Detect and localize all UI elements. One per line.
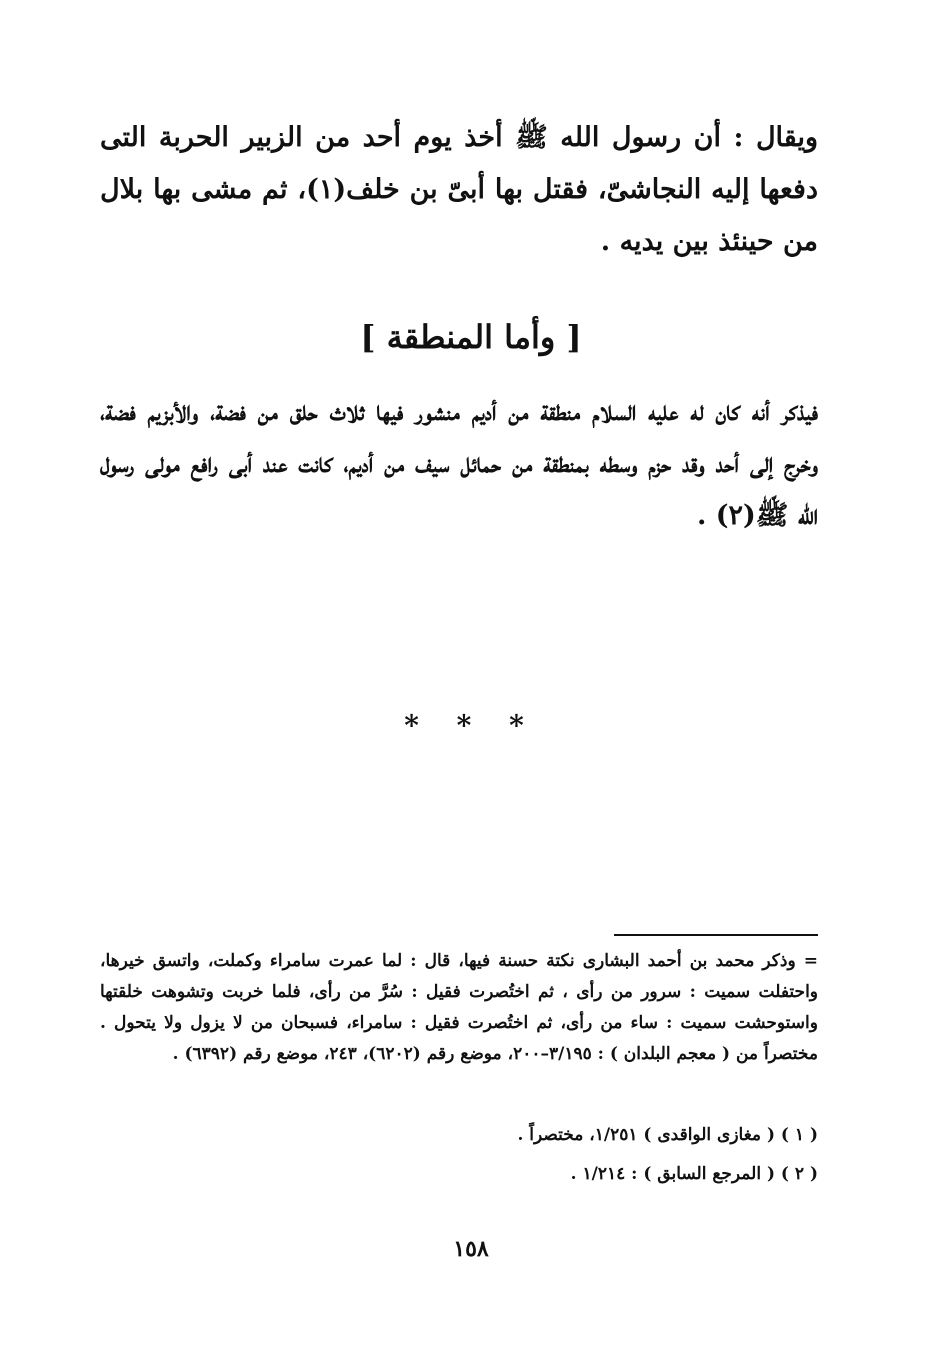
footnote-continuation: = وذكر محمد بن أحمد البشارى نكتة حسنة فيها، قال : لما عمرت سامراء وكملت، واتسق خيرها، واحتفلت سميت : سرور من رأى ، ثم اختُصرت فقيل : سُرَّ من رأى، فلما خربت وتشوهت خلقتها واستوحشت سميت : ساء من رأى، ثم اختُصرت فقيل : سامراء، فسبحان من لا يزول ولا يتحول . مختصراً من ( معجم البلدان ) : ٣/١٩٥–٢٠٠، موضع رقم (٦٢٠٢)، ٢٤٣، موضع رقم (٦٣٩٢) .	[100, 951, 818, 1064]
page-number: ١٥٨	[453, 1236, 489, 1262]
body-paragraph-1: ويقال : أن رسول الله ﷺ أخذ يوم أحد من الزبير الحربة التى دفعها إليه النجاشىّ، فقتل بها أبىّ بن خلف(١)، ثم مشى بها بلال من حينئذ بين يديه .	[100, 122, 818, 257]
footnote-divider	[614, 934, 818, 936]
footnote-1: ( ١ ) ( مغازى الواقدى ) ١/٢٥١، مختصراً .	[517, 1125, 818, 1145]
footnote-2: ( ٢ ) ( المرجع السابق ) : ١/٢١٤ .	[570, 1164, 818, 1184]
section-heading: [ وأما المنطقة ]	[360, 318, 582, 356]
body-paragraph-2: فيذكر أنه كان له عليه السلام منطقة من أديم منشور فيها ثلاث حلق من فضة، والأبزيم فضة، وخرج إلى أحد وقد حزم وسطه بمنطقة من حمائل سيف من أديم، كانت عند أبى رافع مولى رسول الله ﷺ(٢) .	[100, 396, 818, 531]
section-separator: * * *	[404, 709, 538, 742]
